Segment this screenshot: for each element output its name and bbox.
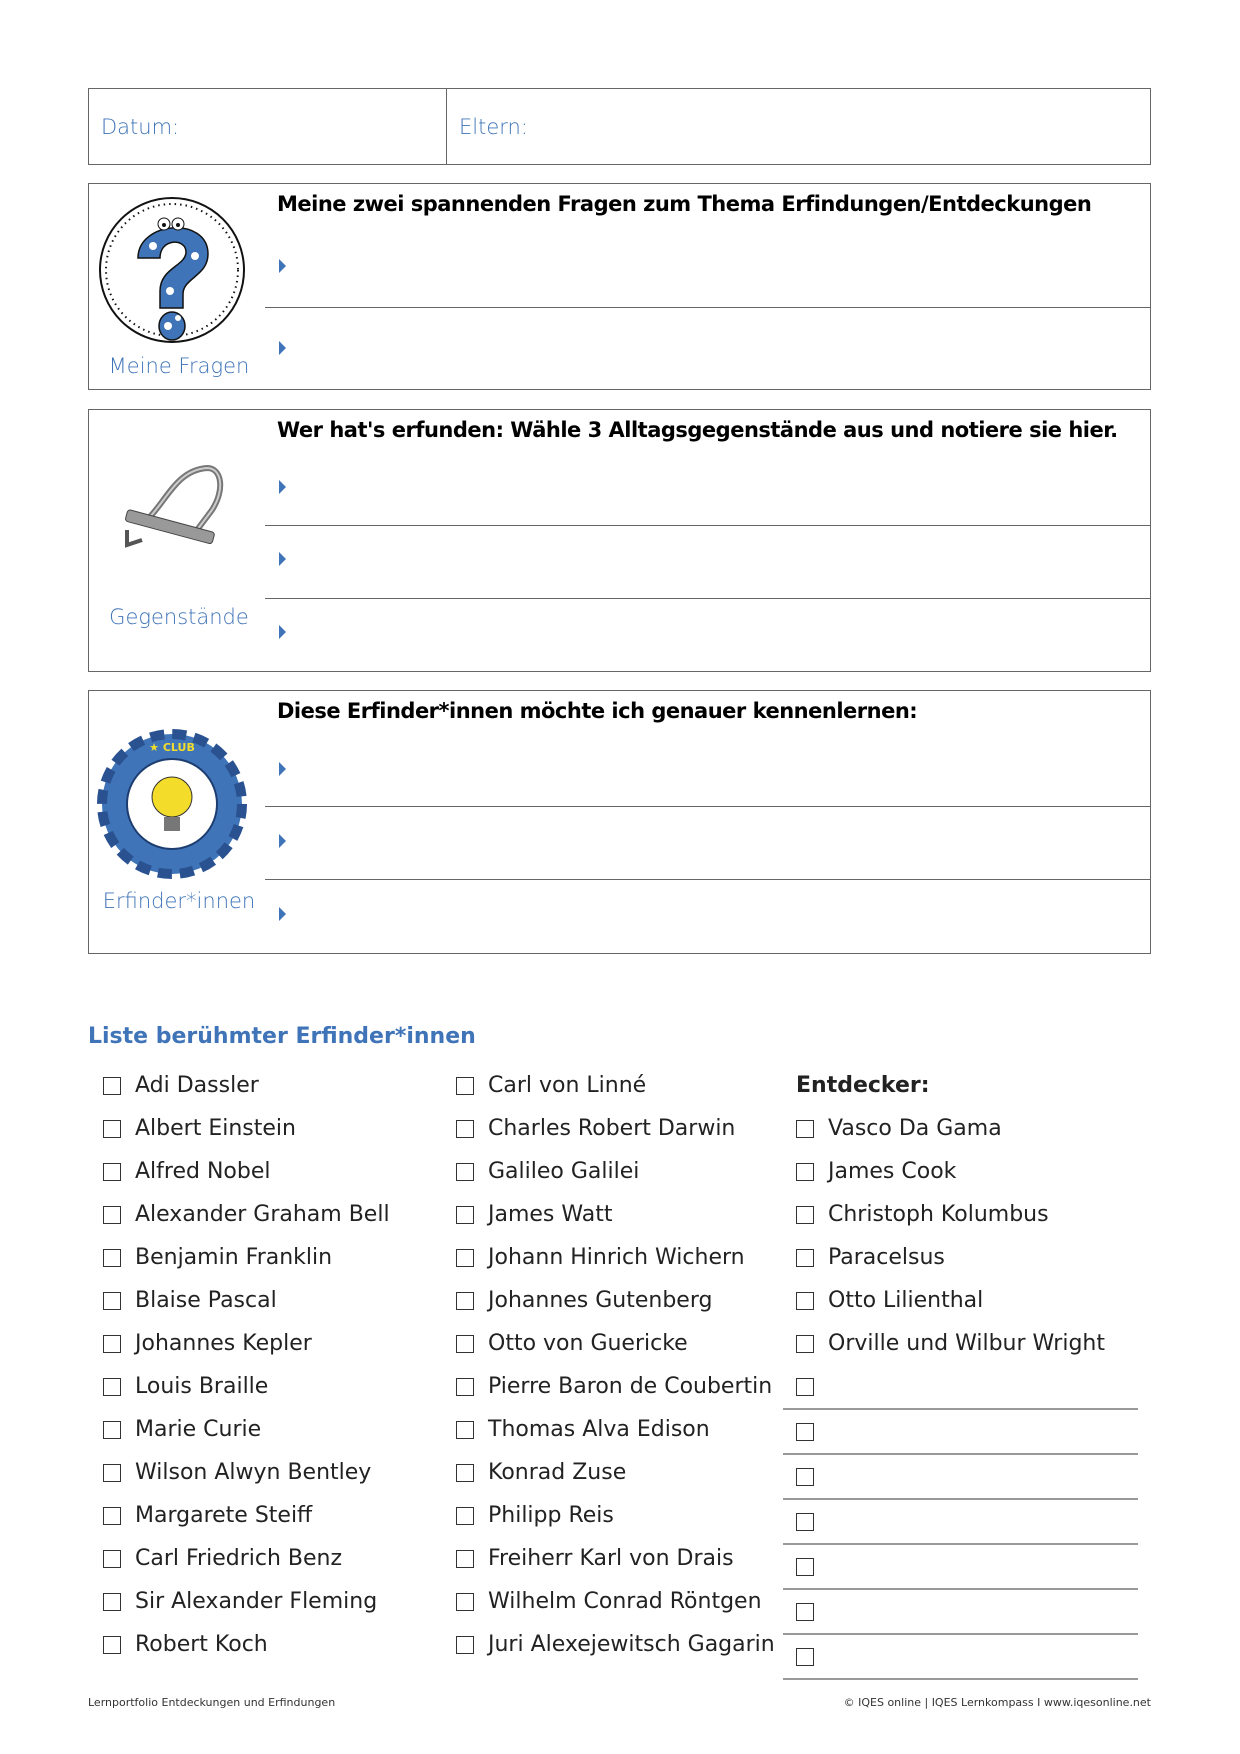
list-item-label: Albert Einstein: [135, 1116, 296, 1141]
checkbox[interactable]: [456, 1163, 474, 1181]
list-item-label: Freiherr Karl von Drais: [488, 1546, 734, 1571]
list-item[interactable]: [456, 1322, 775, 1365]
answer-line[interactable]: [265, 806, 1150, 807]
checkbox[interactable]: [103, 1593, 121, 1611]
section-label: Erfinder*innen: [102, 889, 256, 913]
list-item[interactable]: [103, 1365, 390, 1408]
bullet-arrow-icon: [279, 552, 286, 566]
list-item[interactable]: [796, 1193, 1138, 1236]
bullet-arrow-icon: [279, 341, 286, 355]
footer-right: © IQES online | IQES Lernkompass I www.iqesonline.net: [843, 1696, 1151, 1709]
checkbox[interactable]: [796, 1335, 814, 1353]
section-label: Gegenstände: [109, 605, 249, 629]
list-item[interactable]: [456, 1064, 775, 1107]
list-item-label: Galileo Galilei: [488, 1159, 640, 1184]
list-item[interactable]: [456, 1365, 775, 1408]
checkbox[interactable]: [796, 1378, 814, 1396]
list-item[interactable]: [103, 1150, 390, 1193]
list-item[interactable]: [103, 1494, 390, 1537]
list-item-label: Margarete Steiff: [135, 1503, 313, 1528]
checkbox[interactable]: [456, 1077, 474, 1095]
checkbox[interactable]: [796, 1120, 814, 1138]
checkbox[interactable]: [103, 1636, 121, 1654]
list-item[interactable]: [456, 1236, 775, 1279]
section-title: Diese Erfinder*innen möchte ich genauer kennenlernen:: [277, 699, 918, 723]
checkbox[interactable]: [456, 1292, 474, 1310]
checkbox[interactable]: [103, 1077, 121, 1095]
checkbox[interactable]: [456, 1507, 474, 1525]
checkbox[interactable]: [456, 1464, 474, 1482]
checkbox[interactable]: [456, 1421, 474, 1439]
eltern-field[interactable]: [447, 89, 528, 164]
checkbox[interactable]: [456, 1120, 474, 1138]
header-box: [88, 88, 1151, 165]
list-item[interactable]: [456, 1580, 775, 1623]
checkbox[interactable]: [796, 1558, 814, 1576]
peeler-icon: [97, 460, 247, 574]
list-item[interactable]: [456, 1150, 775, 1193]
section-title: Wer hat's erfunden: Wähle 3 Alltagsgegenstände aus und notiere sie hier.: [277, 418, 1118, 442]
list-item-label: Philipp Reis: [488, 1503, 614, 1528]
checkbox[interactable]: [456, 1335, 474, 1353]
blank-entry-line[interactable]: [783, 1455, 1138, 1500]
list-item-label: Otto von Guericke: [488, 1331, 688, 1356]
list-item-label: Wilson Alwyn Bentley: [135, 1460, 372, 1485]
checkbox[interactable]: [103, 1464, 121, 1482]
list-item[interactable]: [456, 1623, 775, 1666]
svg-text:★ CLUB: ★ CLUB: [149, 741, 195, 754]
checkbox[interactable]: [796, 1206, 814, 1224]
list-item-label: Johannes Kepler: [135, 1331, 312, 1356]
checkbox[interactable]: [103, 1421, 121, 1439]
list-item-label: Robert Koch: [135, 1632, 268, 1657]
bullet-arrow-icon: [279, 259, 286, 273]
checkbox[interactable]: [456, 1593, 474, 1611]
list-item[interactable]: [103, 1322, 390, 1365]
inventor-club-logo: [97, 729, 247, 883]
checkbox[interactable]: [456, 1249, 474, 1267]
blank-entry-line[interactable]: [783, 1635, 1138, 1680]
blank-entry-line[interactable]: [783, 1545, 1138, 1590]
list-item-label: Adi Dassler: [135, 1073, 259, 1098]
bullet-arrow-icon: [279, 480, 286, 494]
section-label: Meine Fragen: [108, 354, 250, 378]
list-item-label: James Watt: [488, 1202, 613, 1227]
answer-line[interactable]: [265, 598, 1150, 599]
question-mark-icon: [97, 196, 247, 348]
list-item-label: Johann Hinrich Wichern: [488, 1245, 745, 1270]
list-item[interactable]: [796, 1236, 1138, 1279]
list-item[interactable]: [456, 1107, 775, 1150]
datum-label: Datum:: [101, 114, 180, 139]
blank-entry-line[interactable]: [783, 1590, 1138, 1635]
checkbox[interactable]: [796, 1423, 814, 1441]
answer-line[interactable]: [265, 307, 1150, 308]
footer-left: Lernportfolio Entdeckungen und Erfindungen: [88, 1696, 336, 1709]
answer-line[interactable]: [265, 525, 1150, 526]
list-item[interactable]: [103, 1451, 390, 1494]
list-item[interactable]: [456, 1494, 775, 1537]
checkbox[interactable]: [103, 1249, 121, 1267]
list-item-label: Pierre Baron de Coubertin: [488, 1374, 773, 1399]
list-item-label: Blaise Pascal: [135, 1288, 277, 1313]
list-item-label: Thomas Alva Edison: [488, 1417, 710, 1442]
checkbox[interactable]: [103, 1378, 121, 1396]
bullet-arrow-icon: [279, 625, 286, 639]
questions-section: [88, 183, 1151, 390]
list-item[interactable]: [103, 1537, 390, 1580]
objects-section: [88, 409, 1151, 672]
list-item[interactable]: [456, 1408, 775, 1451]
eltern-label: Eltern:: [459, 114, 528, 139]
list-item-label: Alexander Graham Bell: [135, 1202, 390, 1227]
list-item-label: Benjamin Franklin: [135, 1245, 333, 1270]
list-item-label: Charles Robert Darwin: [488, 1116, 736, 1141]
checkbox[interactable]: [796, 1468, 814, 1486]
list-item-label: Konrad Zuse: [488, 1460, 627, 1485]
bullet-arrow-icon: [279, 834, 286, 848]
checkbox[interactable]: [103, 1120, 121, 1138]
discoverer-list-column: [796, 1064, 1138, 1680]
list-item-label: Carl Friedrich Benz: [135, 1546, 343, 1571]
blank-entry-line[interactable]: [783, 1500, 1138, 1545]
checkbox[interactable]: [456, 1636, 474, 1654]
checkbox[interactable]: [796, 1292, 814, 1310]
list-item-label: Sir Alexander Fleming: [135, 1589, 378, 1614]
list-item-label: Wilhelm Conrad Röntgen: [488, 1589, 762, 1614]
bullet-arrow-icon: [279, 907, 286, 921]
list-item[interactable]: [103, 1193, 390, 1236]
list-item-label: Juri Alexejewitsch Gagarin: [488, 1632, 775, 1657]
discoverers-heading: Entdecker:: [796, 1073, 930, 1098]
answer-line[interactable]: [265, 879, 1150, 880]
list-item[interactable]: [103, 1580, 390, 1623]
list-item[interactable]: [103, 1064, 390, 1107]
list-item-label: Orville und Wilbur Wright: [828, 1331, 1105, 1356]
checkbox[interactable]: [456, 1378, 474, 1396]
blank-entry-line[interactable]: [783, 1410, 1138, 1455]
blank-entry-line[interactable]: [783, 1365, 1138, 1410]
list-title: Liste berühmter Erfinder*innen: [88, 1024, 476, 1049]
list-item-label: Otto Lilienthal: [828, 1288, 984, 1313]
bullet-arrow-icon: [279, 762, 286, 776]
checkbox[interactable]: [103, 1507, 121, 1525]
list-item[interactable]: [456, 1279, 775, 1322]
list-item-label: Christoph Kolumbus: [828, 1202, 1049, 1227]
checkbox[interactable]: [103, 1206, 121, 1224]
inventor-list-column-1: [103, 1064, 390, 1666]
list-item-label: Louis Braille: [135, 1374, 269, 1399]
checkbox[interactable]: [796, 1603, 814, 1621]
checkbox[interactable]: [796, 1163, 814, 1181]
section-title: Meine zwei spannenden Fragen zum Thema Erfindungen/Entdeckungen: [277, 192, 1092, 216]
list-item[interactable]: [456, 1451, 775, 1494]
checkbox[interactable]: [103, 1292, 121, 1310]
list-item-label: Paracelsus: [828, 1245, 945, 1270]
list-item-label: Johannes Gutenberg: [488, 1288, 713, 1313]
checkbox[interactable]: [103, 1163, 121, 1181]
list-item[interactable]: [103, 1236, 390, 1279]
list-item[interactable]: [103, 1107, 390, 1150]
list-item[interactable]: [103, 1623, 390, 1666]
list-item[interactable]: [796, 1150, 1138, 1193]
datum-field[interactable]: [89, 89, 447, 164]
list-item[interactable]: [796, 1322, 1138, 1365]
list-item-label: Vasco Da Gama: [828, 1116, 1002, 1141]
inventors-section: [88, 690, 1151, 954]
checkbox[interactable]: [456, 1550, 474, 1568]
checkbox[interactable]: [796, 1249, 814, 1267]
list-item-label: Alfred Nobel: [135, 1159, 271, 1184]
list-item[interactable]: [103, 1279, 390, 1322]
list-item[interactable]: [456, 1537, 775, 1580]
checkbox[interactable]: [796, 1513, 814, 1531]
checkbox[interactable]: [103, 1550, 121, 1568]
list-item[interactable]: [456, 1193, 775, 1236]
checkbox[interactable]: [103, 1335, 121, 1353]
checkbox[interactable]: [796, 1648, 814, 1666]
inventor-list-column-2: [456, 1064, 775, 1666]
list-item-label: James Cook: [828, 1159, 957, 1184]
list-item-label: Carl von Linné: [488, 1073, 647, 1098]
list-item[interactable]: [796, 1279, 1138, 1322]
checkbox[interactable]: [456, 1206, 474, 1224]
list-item[interactable]: [796, 1107, 1138, 1150]
list-item[interactable]: [103, 1408, 390, 1451]
list-item-label: Marie Curie: [135, 1417, 262, 1442]
